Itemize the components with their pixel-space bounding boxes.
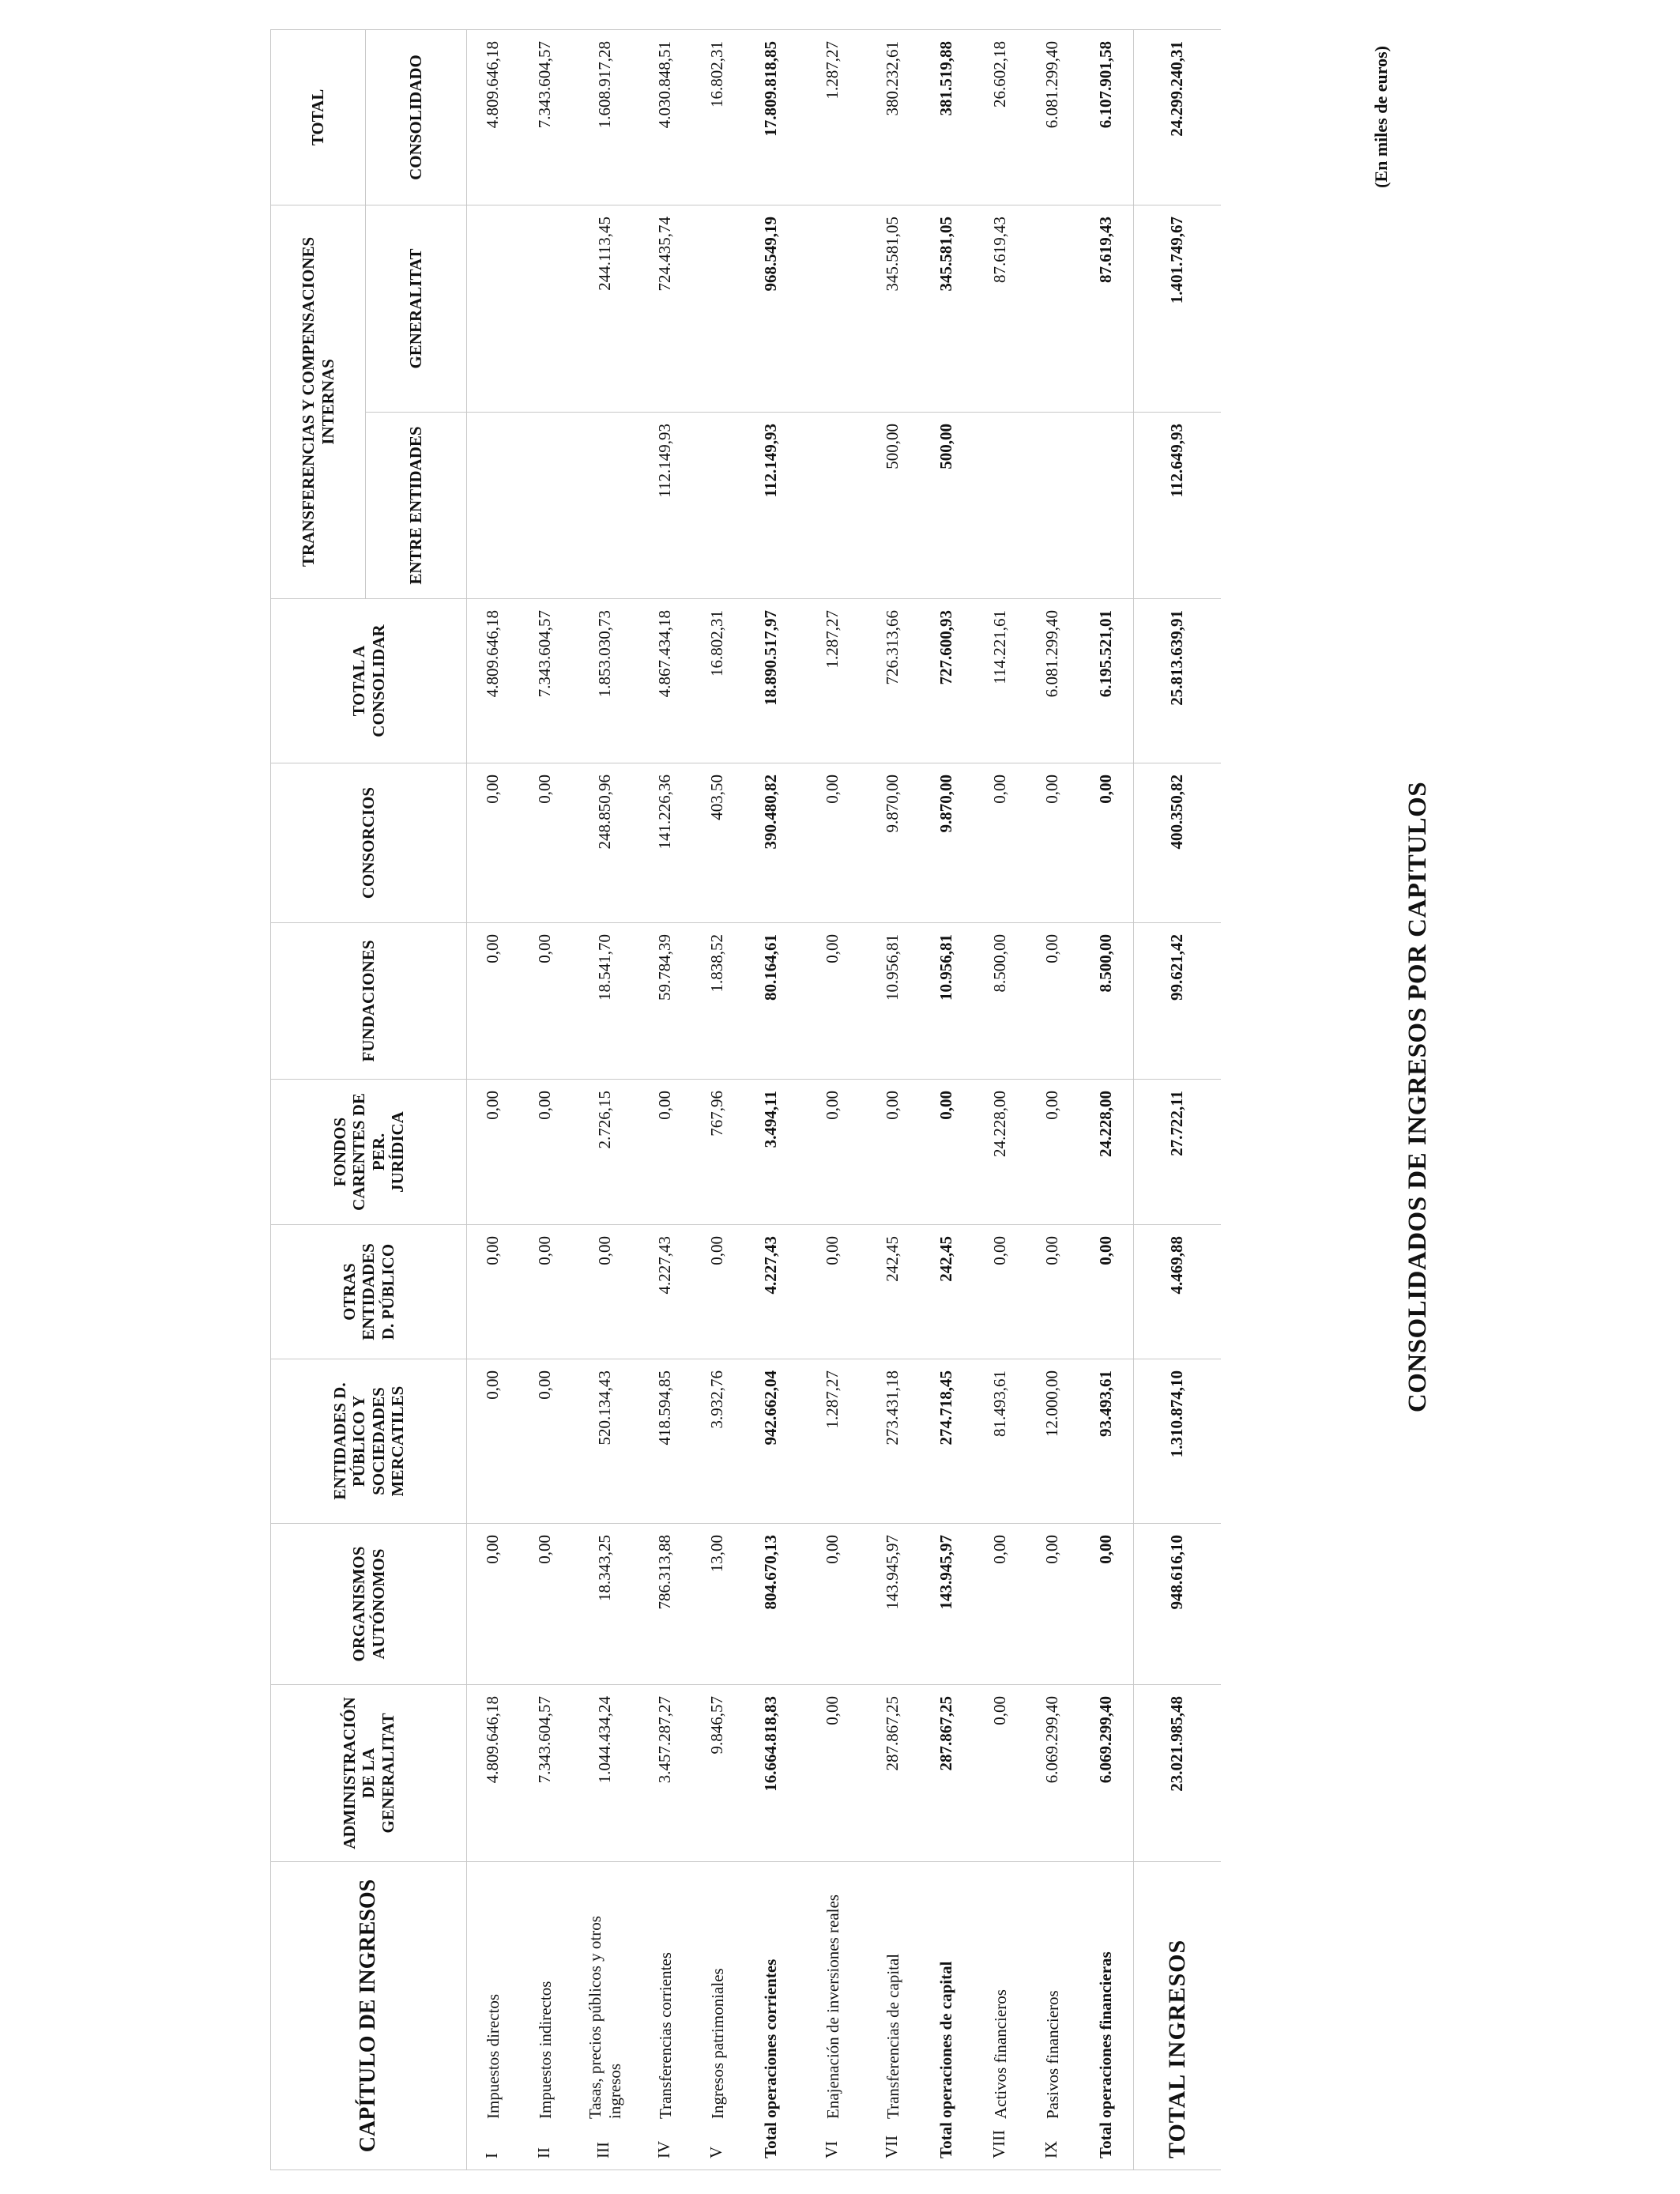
table-cell: 244.113,45 [571, 205, 639, 413]
total-cell: 1.401.749,67 [1134, 205, 1221, 413]
table-cell: 500,00 [867, 413, 919, 599]
table-cell: 17.809.818,85 [744, 30, 799, 205]
table-cell: 0,00 [467, 763, 519, 923]
table-cell: 381.519,88 [919, 30, 974, 205]
total-cell: 1.310.874,10 [1134, 1359, 1221, 1524]
table-cell [467, 205, 519, 413]
table-row [867, 30, 919, 2170]
row-label [467, 1862, 519, 2170]
table-row [1079, 30, 1134, 2170]
table-cell: 248.850,96 [571, 763, 639, 923]
total-cell: 23.021.985,48 [1134, 1685, 1221, 1862]
table-cell [691, 413, 744, 599]
table-cell: 418.594,85 [639, 1359, 691, 1524]
table-cell: 112.149,93 [639, 413, 691, 599]
table-cell: 0,00 [799, 1524, 867, 1685]
table-cell: 273.431,18 [867, 1359, 919, 1524]
table-cell: 8.500,00 [974, 923, 1026, 1080]
table-cell: 0,00 [1079, 763, 1134, 923]
table-cell: 16.802,31 [691, 599, 744, 763]
table-cell: 1.044.434,24 [571, 1685, 639, 1862]
table-cell: 13,00 [691, 1524, 744, 1685]
row-label-text: Impuestos directos [484, 1993, 503, 2119]
header-transferencias: TRANSFERENCIAS Y COMPENSACIONES INTERNAS [271, 205, 366, 599]
row-label [974, 1862, 1026, 2170]
table-cell: 403,50 [691, 763, 744, 923]
header-total-a-consolidar: TOTAL A CONSOLIDAR [271, 599, 467, 763]
table-cell: 0,00 [799, 1685, 867, 1862]
header-organismos: ORGANISMOS AUTÓNOMOS [271, 1524, 467, 1685]
header-otras: OTRAS ENTIDADES D. PÚBLICO [271, 1225, 467, 1359]
table-cell: 6.081.299,40 [1026, 599, 1079, 763]
total-row-label: TOTAL INGRESOS [1134, 1862, 1221, 2170]
table-row [744, 30, 799, 2170]
row-number: II [534, 2147, 554, 2158]
table-cell: 0,00 [799, 1080, 867, 1225]
table-cell: 0,00 [571, 1225, 639, 1359]
table-cell: 274.718,45 [919, 1359, 974, 1524]
total-cell: 112.649,93 [1134, 413, 1221, 599]
table-cell: 4.030.848,51 [639, 30, 691, 205]
table-cell: 0,00 [519, 923, 571, 1080]
table-cell: 24.228,00 [974, 1080, 1026, 1225]
table-cell: 0,00 [1026, 763, 1079, 923]
table-cell [1026, 205, 1079, 413]
table-cell: 724.435,74 [639, 205, 691, 413]
table-body [467, 30, 1221, 2170]
header-fondos: FONDOS CARENTES DE PER. JURÍDICA [271, 1080, 467, 1225]
table-cell: 287.867,25 [919, 1685, 974, 1862]
total-cell: 25.813.639,91 [1134, 599, 1221, 763]
table-cell: 0,00 [1026, 923, 1079, 1080]
table-cell: 3.494,11 [744, 1080, 799, 1225]
table-cell: 390.480,82 [744, 763, 799, 923]
table-cell [519, 205, 571, 413]
table-cell: 4.809.646,18 [467, 599, 519, 763]
total-cell: 4.469,88 [1134, 1225, 1221, 1359]
row-label-text: Impuestos indirectos [535, 1981, 555, 2119]
table-cell: 726.313,66 [867, 599, 919, 763]
table-cell: 0,00 [1079, 1524, 1134, 1685]
table-cell: 0,00 [519, 1225, 571, 1359]
table-cell [974, 413, 1026, 599]
table-row [639, 30, 691, 2170]
table-cell: 9.870,00 [919, 763, 974, 923]
table-cell: 0,00 [519, 1524, 571, 1685]
table-cell: 1.287,27 [799, 1359, 867, 1524]
table-row [1026, 30, 1079, 2170]
table-cell: 24.228,00 [1079, 1080, 1134, 1225]
table-cell: 0,00 [519, 763, 571, 923]
table-cell: 114.221,61 [974, 599, 1026, 763]
table-cell: 8.500,00 [1079, 923, 1134, 1080]
total-cell: 24.299.240,31 [1134, 30, 1221, 205]
header-total: TOTAL [271, 30, 366, 205]
table-cell: 0,00 [919, 1080, 974, 1225]
header-consorcios: CONSORCIOS [271, 763, 467, 923]
table-cell [691, 205, 744, 413]
table-cell: 4.809.646,18 [467, 30, 519, 205]
table-cell: 804.670,13 [744, 1524, 799, 1685]
row-number: IV [654, 2140, 674, 2158]
table-cell: 242,45 [867, 1225, 919, 1359]
row-label [519, 1862, 571, 2170]
table-cell: 1.608.917,28 [571, 30, 639, 205]
header-consolidado: CONSOLIDADO [366, 30, 467, 205]
table-cell: 18.890.517,97 [744, 599, 799, 763]
table-cell [467, 413, 519, 599]
table-row [974, 30, 1026, 2170]
table-cell: 143.945,97 [919, 1524, 974, 1685]
table-cell: 2.726,15 [571, 1080, 639, 1225]
table-cell: 968.549,19 [744, 205, 799, 413]
table-cell: 87.619,43 [1079, 205, 1134, 413]
row-label-text: Transferencias de capital [883, 1953, 902, 2119]
table-cell: 6.069.299,40 [1079, 1685, 1134, 1862]
table-cell: 9.870,00 [867, 763, 919, 923]
table-cell: 0,00 [799, 763, 867, 923]
row-label-text: Ingresos patrimoniales [707, 1968, 727, 2119]
table-row [799, 30, 867, 2170]
header-entre-entidades: ENTRE ENTIDADES [366, 413, 467, 599]
units-note: (En miles de euros) [1371, 46, 1391, 188]
table-cell: 0,00 [467, 923, 519, 1080]
table-cell: 0,00 [519, 1080, 571, 1225]
row-label-text: Activos financieros [990, 1989, 1010, 2119]
table-cell: 18.343,25 [571, 1524, 639, 1685]
row-number: V [706, 2146, 726, 2158]
table-cell: 345.581,05 [919, 205, 974, 413]
table-cell: 12.000,00 [1026, 1359, 1079, 1524]
table-cell: 7.343.604,57 [519, 30, 571, 205]
table-cell: 93.493,61 [1079, 1359, 1134, 1524]
table-cell [799, 413, 867, 599]
table-cell: 6.069.299,40 [1026, 1685, 1079, 1862]
table-cell: 0,00 [867, 1080, 919, 1225]
table-cell: 6.107.901,58 [1079, 30, 1134, 205]
row-number: VI [822, 2140, 842, 2158]
table-cell: 0,00 [1026, 1080, 1079, 1225]
row-number: VIII [989, 2129, 1009, 2158]
table-cell: 10.956,81 [919, 923, 974, 1080]
table-cell: 0,00 [974, 1685, 1026, 1862]
table-cell: 1.287,27 [799, 599, 867, 763]
total-cell: 99.621,42 [1134, 923, 1221, 1080]
table-cell: 0,00 [467, 1225, 519, 1359]
table-cell: 112.149,93 [744, 413, 799, 599]
total-cell: 948.616,10 [1134, 1524, 1221, 1685]
row-label-text: Total operaciones corrientes [761, 1958, 780, 2158]
table-cell [1079, 413, 1134, 599]
table-cell: 380.232,61 [867, 30, 919, 205]
table-cell [799, 205, 867, 413]
table-cell: 0,00 [519, 1359, 571, 1524]
table-cell: 81.493,61 [974, 1359, 1026, 1524]
table-cell: 10.956,81 [867, 923, 919, 1080]
table-row [919, 30, 974, 2170]
table-cell: 3.457.287,27 [639, 1685, 691, 1862]
table-cell: 16.802,31 [691, 30, 744, 205]
table-cell: 767,96 [691, 1080, 744, 1225]
table-cell: 4.809.646,18 [467, 1685, 519, 1862]
row-number: III [593, 2142, 613, 2158]
table-cell: 3.932,76 [691, 1359, 744, 1524]
table-cell: 500,00 [919, 413, 974, 599]
row-number: VII [882, 2135, 902, 2158]
row-label [867, 1862, 919, 2170]
income-table [270, 29, 1221, 2170]
row-label [639, 1862, 691, 2170]
table-row [691, 30, 744, 2170]
header-generalitat: GENERALITAT [366, 205, 467, 413]
table-cell: 7.343.604,57 [519, 1685, 571, 1862]
table-cell: 786.313,88 [639, 1524, 691, 1685]
row-label-text: Enajenación de inversiones reales [823, 1894, 842, 2119]
table-cell: 87.619,43 [974, 205, 1026, 413]
table-cell: 6.081.299,40 [1026, 30, 1079, 205]
table-cell: 0,00 [799, 1225, 867, 1359]
row-label-text: Pasivos financieros [1042, 1990, 1062, 2119]
row-label [919, 1862, 974, 2170]
table-cell: 4.867.434,18 [639, 599, 691, 763]
row-number: IX [1042, 2140, 1061, 2158]
total-cell: 27.722,11 [1134, 1080, 1221, 1225]
row-label-text: Tasas, precios públicos y otros ingresos [585, 1916, 624, 2119]
table-cell: 942.662,04 [744, 1359, 799, 1524]
row-number: I [482, 2153, 502, 2158]
table-cell: 0,00 [1026, 1524, 1079, 1685]
table-cell: 520.134,43 [571, 1359, 639, 1524]
total-row [1134, 30, 1221, 2170]
table-cell: 727.600,93 [919, 599, 974, 763]
table-cell: 143.945,97 [867, 1524, 919, 1685]
table-cell: 242,45 [919, 1225, 974, 1359]
table-cell [1026, 413, 1079, 599]
table-cell: 4.227,43 [639, 1225, 691, 1359]
table-cell: 0,00 [467, 1524, 519, 1685]
row-label [1079, 1862, 1134, 2170]
row-label [571, 1862, 639, 2170]
table-cell: 7.343.604,57 [519, 599, 571, 763]
table-cell: 9.846,57 [691, 1685, 744, 1862]
table-cell: 0,00 [974, 1225, 1026, 1359]
table-row [467, 30, 519, 2170]
table-cell: 0,00 [799, 923, 867, 1080]
row-label-text: Transferencias corrientes [655, 1952, 675, 2119]
table-cell: 0,00 [691, 1225, 744, 1359]
table-cell: 0,00 [1026, 1225, 1079, 1359]
page-title: CONSOLIDADOS DE INGRESOS POR CAPITULOS [1403, 781, 1432, 1413]
table-cell: 345.581,05 [867, 205, 919, 413]
header-admin: ADMINISTRACIÓN DE LA GENERALITAT [271, 1685, 467, 1862]
table-cell: 0,00 [467, 1359, 519, 1524]
table-cell: 0,00 [467, 1080, 519, 1225]
table-cell: 1.287,27 [799, 30, 867, 205]
table-cell: 287.867,25 [867, 1685, 919, 1862]
table-cell: 16.664.818,83 [744, 1685, 799, 1862]
table-cell: 141.226,36 [639, 763, 691, 923]
table-row [571, 30, 639, 2170]
row-label-text: Total operaciones de capital [936, 1961, 955, 2158]
table-cell [571, 413, 639, 599]
row-label [744, 1862, 799, 2170]
header-entidades: ENTIDADES D. PÚBLICO Y SOCIEDADES MERCATILES [271, 1359, 467, 1524]
table-cell: 0,00 [1079, 1225, 1134, 1359]
header-capitulo: CAPÍTULO DE INGRESOS [271, 1862, 467, 2170]
row-label [691, 1862, 744, 2170]
table-cell: 1.853.030,73 [571, 599, 639, 763]
row-label [1026, 1862, 1079, 2170]
table-cell [519, 413, 571, 599]
table-cell: 0,00 [974, 1524, 1026, 1685]
header-fundaciones: FUNDACIONES [271, 923, 467, 1080]
row-label-text: Total operaciones financieras [1095, 1951, 1115, 2158]
table-cell: 4.227,43 [744, 1225, 799, 1359]
row-label [799, 1862, 867, 2170]
table-cell: 6.195.521,01 [1079, 599, 1134, 763]
table-cell: 80.164,61 [744, 923, 799, 1080]
table-cell: 59.784,39 [639, 923, 691, 1080]
table-row [519, 30, 571, 2170]
table-cell: 26.602,18 [974, 30, 1026, 205]
table-cell: 1.838,52 [691, 923, 744, 1080]
table-cell: 0,00 [974, 763, 1026, 923]
table-cell: 18.541,70 [571, 923, 639, 1080]
total-cell: 400.350,82 [1134, 763, 1221, 923]
table-cell: 0,00 [639, 1080, 691, 1225]
